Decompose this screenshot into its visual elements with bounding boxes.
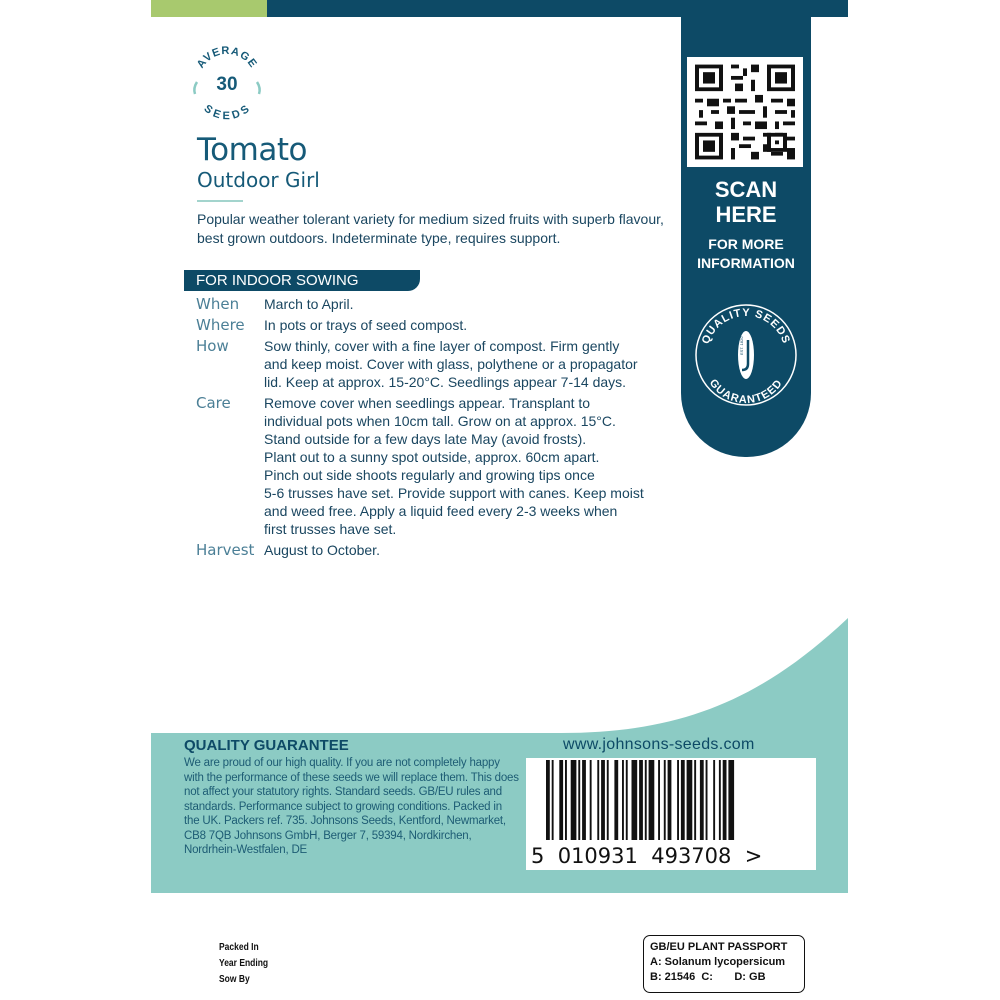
barcode-bars: [526, 758, 816, 842]
badge-bottom-text: SEEDS: [201, 102, 253, 122]
barcode-bar: [546, 760, 550, 840]
barcode: [526, 758, 816, 870]
barcode-bar: [728, 760, 734, 840]
sow-value: August to October.: [264, 542, 380, 558]
passport-line-b: B: 21546 C: D: GB: [650, 971, 766, 983]
barcode-bar: [565, 760, 567, 840]
barcode-bar: [668, 760, 672, 840]
packed-info: [219, 940, 268, 988]
barcode-bar: [590, 760, 592, 840]
svg-text:SEEDS: [202, 103, 253, 122]
badge-top-text: AVERAGE: [194, 44, 260, 71]
barcode-bar: [700, 760, 704, 840]
sow-row-care: [196, 394, 676, 538]
passport-title: GB/EU PLANT PASSPORT: [650, 941, 788, 953]
sow-label: Care: [196, 394, 231, 412]
sow-label: Where: [196, 316, 245, 334]
sow-by-label: Sow By: [219, 974, 250, 985]
barcode-bar: [552, 760, 554, 840]
guarantee-body: We are proud of our high quality. If you are not completely happy with the performance of these seeds we will replace them. This does not affect your statutory rights. Standard seeds. GB/EU rules and standards. Performance subject to growing conditions. Packed in the UK. Packers ref. 735. Johnsons Seeds, Kentford, Newmarket, CB8 7QB Johnsons GmbH, Berger 7, 59394, Nordkirchen, Nordrhein-Westfalen, DE: [184, 757, 519, 856]
top-bar-accent: [151, 0, 267, 17]
plant-passport: [643, 935, 805, 993]
barcode-bar: [664, 760, 666, 840]
more-line-2: INFORMATION: [697, 255, 795, 271]
top-bar: [151, 0, 848, 17]
barcode-bar: [632, 760, 638, 840]
seed-packet-back: [151, 0, 848, 893]
sow-label: Harvest: [196, 541, 255, 559]
sow-value: Remove cover when seedlings appear. Transplant to individual pots when 10cm tall. Grow on at approx. 15°C. Stand outside for a few days late May (avoid frosts). Plant out to a sunny spot outside, approx. 60cm apart. Pinch out side shoots regularly and growing tips once 5-6 trusses have set. Provide support with canes. Keep moist and weed free. Apply a liquid feed every 2-3 weeks when first trusses have set.: [264, 395, 644, 537]
website-link[interactable]: www.johnsons-seeds.com: [563, 736, 755, 753]
barcode-bar: [687, 760, 693, 840]
qr-code-icon: [687, 57, 803, 167]
quality-seal-icon: [693, 302, 799, 408]
barcode-bar: [614, 760, 618, 840]
product-variety: Outdoor Girl: [197, 168, 320, 192]
barcode-bar: [578, 760, 580, 840]
scan-line-2: HERE: [715, 202, 777, 227]
barcode-bar: [694, 760, 696, 840]
barcode-bar: [719, 760, 721, 840]
sow-row-how: [196, 337, 676, 391]
barcode-bar: [649, 760, 655, 840]
title-divider: [197, 200, 243, 202]
seal-year: EST. 1820: [739, 336, 744, 355]
barcode-bar: [723, 760, 727, 840]
seal-top-text: QUALITY SEEDS: [699, 306, 793, 346]
passport-line-a: A: Solanum lycopersicum: [650, 956, 786, 968]
more-line-1: FOR MORE: [708, 236, 784, 252]
barcode-bar: [645, 760, 647, 840]
barcode-bar: [713, 760, 715, 840]
barcode-digits: 5 010931 493708 >: [531, 844, 763, 868]
scan-here-text: [681, 177, 811, 227]
packed-in-label: Packed In: [219, 942, 259, 953]
sow-label: How: [196, 337, 229, 355]
product-description: Popular weather tolerant variety for medium sized fruits with superb flavour, best grown outdoors. Indeterminate type, requires support.: [197, 211, 664, 246]
barcode-bar: [658, 760, 660, 840]
more-info-text: [681, 235, 811, 273]
sow-row-when: [196, 295, 676, 313]
barcode-bar: [677, 760, 679, 840]
scan-line-1: SCAN: [714, 177, 778, 202]
barcode-bar: [607, 760, 609, 840]
sow-value: March to April.: [264, 296, 354, 312]
barcode-bar: [622, 760, 624, 840]
barcode-bar: [601, 760, 605, 840]
sow-value: In pots or trays of seed compost.: [264, 317, 468, 333]
product-name: Tomato: [197, 132, 307, 168]
sow-value: Sow thinly, cover with a fine layer of compost. Firm gently and keep moist. Cover with glass, polythene or a propagator lid. Keep at approx. 15-20°C. Seedlings appear 7-14 days.: [264, 338, 638, 390]
barcode-bar: [626, 760, 628, 840]
barcode-bar: [681, 760, 685, 840]
sowing-instructions: [196, 295, 676, 562]
svg-text:GUARANTEED: [707, 377, 786, 406]
barcode-bar: [559, 760, 563, 840]
sow-label: When: [196, 295, 240, 313]
leaf-right-icon: [257, 82, 260, 94]
seed-count-badge: [187, 42, 267, 122]
sow-row-where: [196, 316, 676, 334]
barcode-bar: [582, 760, 586, 840]
scan-panel: [681, 17, 811, 457]
barcode-bar: [571, 760, 577, 840]
seal-bottom-text: GUARANTEED: [706, 377, 786, 407]
svg-text:AVERAGE: [195, 45, 260, 71]
year-ending-label: Year Ending: [219, 958, 269, 969]
badge-number: 30: [216, 74, 238, 95]
barcode-bar: [597, 760, 599, 840]
sow-row-harvest: [196, 541, 676, 559]
qr-code[interactable]: [687, 57, 803, 167]
guarantee-heading: QUALITY GUARANTEE: [184, 737, 349, 754]
sowing-heading: FOR INDOOR SOWING: [184, 270, 420, 291]
barcode-bar: [706, 760, 708, 840]
barcode-bar: [639, 760, 643, 840]
leaf-left-icon: [194, 82, 197, 94]
